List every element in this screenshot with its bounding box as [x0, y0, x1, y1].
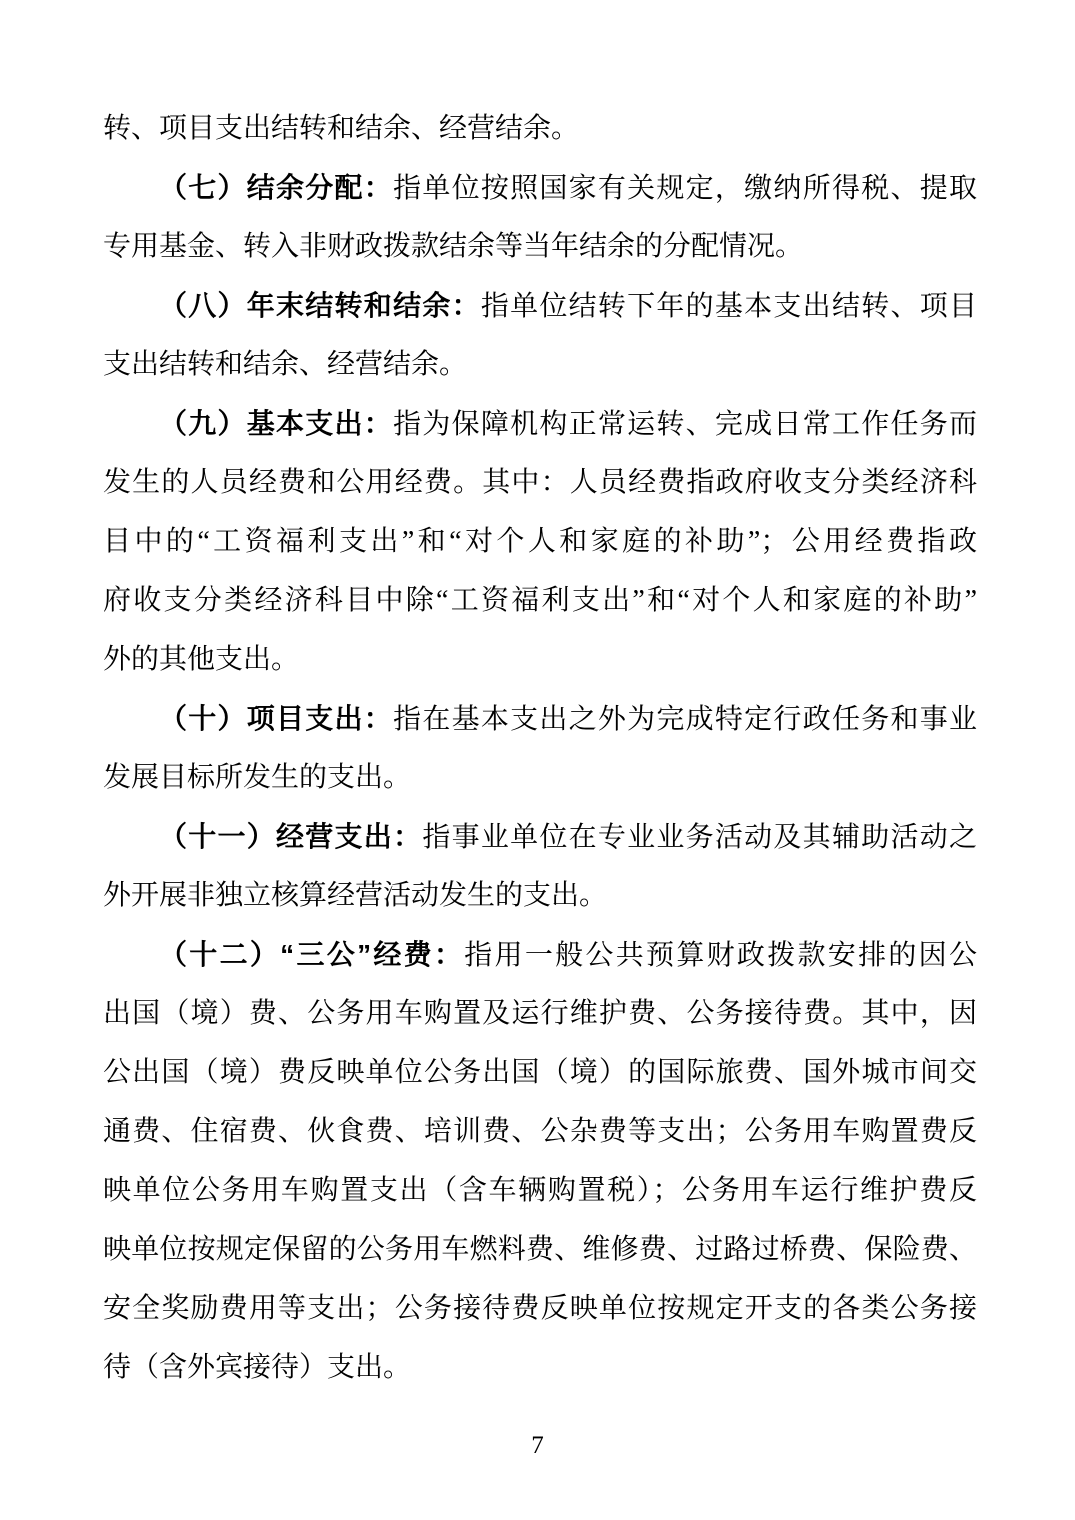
page-number: 7	[531, 1432, 544, 1459]
line-text: 支出结转和结余、经营结余。	[103, 349, 468, 380]
line-text: 指为保障机构正常运转、完成日常工作任务而	[393, 409, 977, 440]
line-text: 指单位结转下年的基本支出结转、项目	[480, 291, 977, 322]
line-text: 外开展非独立核算经营活动发生的支出。	[103, 880, 608, 911]
text-line	[103, 1102, 977, 1161]
line-text: 待（含外宾接待）支出。	[103, 1352, 412, 1383]
text-line	[103, 807, 977, 866]
line-text: 出国（境）费、公务用车购置及运行维护费、公务接待费。其中，因	[103, 998, 977, 1029]
text-line	[103, 1338, 977, 1397]
term-label: （十二）“三公”经费：	[159, 939, 465, 970]
term-label: （八）年末结转和结余：	[159, 290, 481, 321]
line-text: 发生的人员经费和公用经费。其中：人员经费指政府收支分类经济科	[103, 467, 977, 498]
line-text: 指用一般公共预算财政拨款安排的因公	[464, 940, 977, 971]
text-line	[103, 984, 977, 1043]
line-text: 府收支分类经济科目中除“工资福利支出”和“对个人和家庭的补助”	[103, 585, 977, 616]
text-line	[103, 1279, 977, 1338]
line-text: 目中的“工资福利支出”和“对个人和家庭的补助”；公用经费指政	[103, 526, 977, 557]
text-line	[103, 1161, 977, 1220]
line-text: 指单位按照国家有关规定，缴纳所得税、提取	[393, 173, 977, 204]
line-text: 外的其他支出。	[103, 644, 300, 675]
line-text: 指在基本支出之外为完成特定行政任务和事业	[393, 704, 977, 735]
term-label: （十一）经营支出：	[159, 821, 423, 852]
text-line	[103, 217, 977, 276]
text-line	[103, 1220, 977, 1279]
term-label: （九）基本支出：	[159, 408, 394, 439]
text-line	[103, 394, 977, 453]
line-text: 映单位公务用车购置支出（含车辆购置税）；公务用车运行维护费反	[103, 1175, 977, 1206]
text-line	[103, 276, 977, 335]
line-text: 转、项目支出结转和结余、经营结余。	[103, 113, 580, 144]
term-label: （十）项目支出：	[159, 703, 394, 734]
text-line	[103, 866, 977, 925]
term-label: （七）结余分配：	[159, 172, 394, 203]
text-line	[103, 158, 977, 217]
text-line	[103, 748, 977, 807]
line-text: 安全奖励费用等支出；公务接待费反映单位按规定开支的各类公务接	[103, 1293, 977, 1324]
text-line	[103, 512, 977, 571]
text-line	[103, 335, 977, 394]
line-text: 发展目标所发生的支出。	[103, 762, 412, 793]
text-line	[103, 453, 977, 512]
text-line	[103, 630, 977, 689]
line-text: 通费、住宿费、伙食费、培训费、公杂费等支出；公务用车购置费反	[103, 1116, 977, 1147]
text-line	[103, 1043, 977, 1102]
text-line	[103, 571, 977, 630]
line-text: 公出国（境）费反映单位公务出国（境）的国际旅费、国外城市间交	[103, 1057, 977, 1088]
text-line	[103, 925, 977, 984]
text-line	[103, 99, 977, 158]
line-text: 专用基金、转入非财政拨款结余等当年结余的分配情况。	[103, 231, 804, 262]
text-line	[103, 689, 977, 748]
line-text: 映单位按规定保留的公务用车燃料费、维修费、过路过桥费、保险费、	[103, 1234, 977, 1265]
line-text: 指事业单位在专业业务活动及其辅助活动之	[422, 822, 977, 853]
document-body	[103, 99, 977, 1397]
